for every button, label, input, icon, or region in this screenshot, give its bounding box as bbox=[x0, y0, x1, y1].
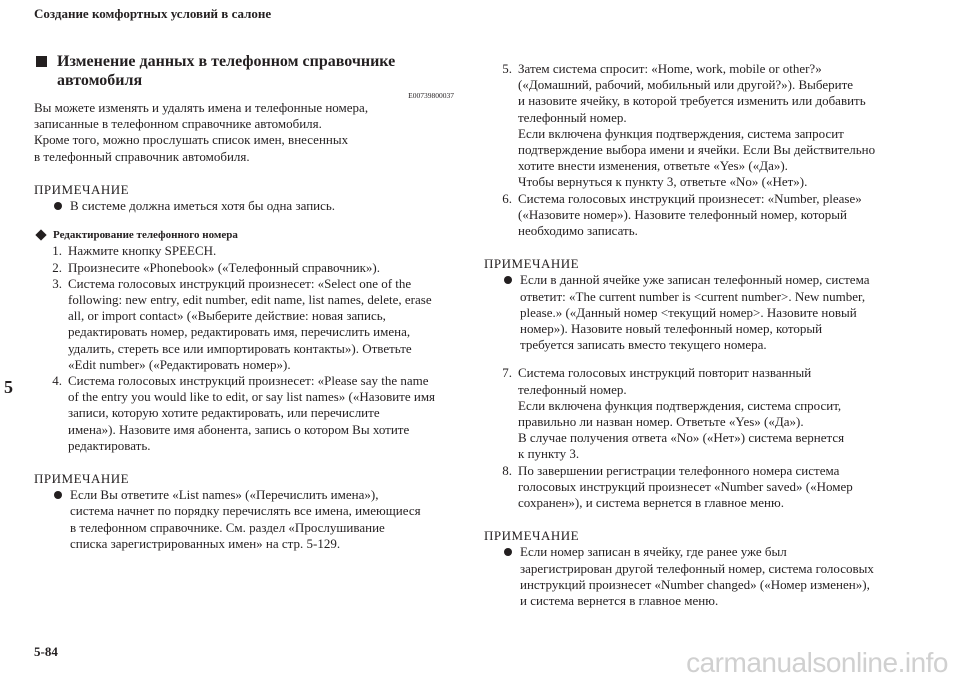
step-line: Если включена функция подтверждения, система запросит bbox=[518, 125, 844, 141]
intro-paragraph bbox=[34, 100, 454, 165]
note-label: ПРИМЕЧАНИЕ bbox=[34, 181, 130, 197]
step-line: Система голосовых инструкций произнесет: «Please say the name bbox=[68, 373, 429, 389]
step-line: к пункту 3. bbox=[518, 446, 580, 462]
note-line: ответит: «The current number is <current number>. New number, bbox=[520, 288, 866, 304]
step-number: 5. bbox=[502, 61, 512, 76]
step-line: all, or import contact» («Выберите действие: новая запись, bbox=[68, 308, 386, 324]
note-line: списка зарегистрированных имен» на стр. 5-129. bbox=[70, 535, 341, 551]
intro-line: Вы можете изменять и удалять имена и телефонные номера, bbox=[34, 100, 369, 115]
step-line: телефонный номер. bbox=[518, 109, 627, 125]
step-number: 8. bbox=[502, 462, 512, 478]
note-item bbox=[34, 487, 454, 552]
step-line: Система голосовых инструкций повторит названный bbox=[518, 365, 812, 381]
bullet-dot-icon bbox=[54, 491, 62, 499]
step-item bbox=[34, 243, 454, 259]
step-item bbox=[484, 61, 904, 191]
step-line: Система голосовых инструкций произнесет: «Select one of the bbox=[68, 275, 412, 291]
page-number: 5-84 bbox=[34, 644, 58, 659]
note-line: Если Вы ответите «List names» («Перечислить имена»), bbox=[70, 487, 379, 503]
step-line: удалить, стереть все или импортировать контакты»). Ответьте bbox=[68, 340, 412, 356]
step-line: «Edit number» («Редактировать номер»). bbox=[68, 356, 291, 372]
note-line: Если в данной ячейке уже записан телефонный номер, система bbox=[520, 272, 870, 288]
step-line: записи, которую хотите редактировать, или перечислите bbox=[68, 405, 380, 421]
step-line: Если включена функция подтверждения, система спросит, bbox=[518, 397, 842, 413]
step-line: сохранен»), и система вернется в главное меню. bbox=[518, 495, 784, 511]
watermark-text: carmanualsonline.info bbox=[686, 647, 948, 678]
square-bullet-icon bbox=[36, 56, 47, 67]
note-label: ПРИМЕЧАНИЕ bbox=[484, 256, 580, 272]
step-line: редактировать номер, редактировать имя, перечислить имена, bbox=[68, 324, 411, 340]
step-line: голосовых инструкций произнесет «Number saved» («Номер bbox=[518, 478, 853, 494]
note-label: ПРИМЕЧАНИЕ bbox=[484, 528, 580, 544]
right-column bbox=[484, 61, 904, 609]
bullet-dot-icon bbox=[504, 548, 512, 556]
section-header: Создание комфортных условий в салоне bbox=[34, 6, 272, 21]
chapter-number: 5 bbox=[4, 377, 13, 397]
step-number: 1. bbox=[52, 243, 62, 259]
step-line: телефонный номер. bbox=[518, 381, 627, 397]
step-number: 3. bbox=[52, 275, 62, 291]
diamond-bullet-icon bbox=[35, 230, 46, 241]
step-line: подтверждение выбора имени и ячейки. Если Вы действительно bbox=[518, 142, 876, 158]
step-line: В случае получения ответа «No» («Нет») система вернется bbox=[518, 430, 845, 446]
step-line: Чтобы вернуться к пункту 3, ответьте «No» («Нет»). bbox=[518, 174, 808, 190]
step-line: («Назовите номер»). Назовите телефонный номер, который bbox=[518, 206, 847, 222]
step-number: 6. bbox=[502, 190, 512, 206]
note-item bbox=[484, 544, 904, 609]
note-line: требуется записать вместо текущего номера. bbox=[520, 337, 767, 353]
step-item bbox=[34, 260, 454, 276]
steps-list bbox=[484, 61, 904, 239]
step-line: Затем система спросит: «Home, work, mobile or other?» bbox=[518, 61, 822, 76]
bullet-dot-icon bbox=[54, 202, 62, 210]
note-label: ПРИМЕЧАНИЕ bbox=[34, 471, 130, 487]
step-line: Произнесите «Phonebook» («Телефонный справочник»). bbox=[68, 259, 381, 275]
note-line: в телефонном справочнике. См. раздел «Прослушивание bbox=[70, 519, 385, 535]
steps-list bbox=[34, 243, 454, 454]
step-number: 7. bbox=[502, 365, 512, 381]
step-line: По завершении регистрации телефонного номера система bbox=[518, 462, 840, 478]
step-line: Система голосовых инструкций произнесет: «Number, please» bbox=[518, 190, 862, 206]
intro-line: в телефонный справочник автомобиля. bbox=[34, 148, 250, 164]
section-heading bbox=[36, 52, 454, 90]
subheading-text: Редактирование телефонного номера bbox=[53, 229, 238, 242]
document-code: E00739800037 bbox=[408, 91, 454, 100]
step-number: 4. bbox=[52, 373, 62, 389]
step-line: of the entry you would like to edit, or say list names» («Назовите имя bbox=[68, 389, 436, 405]
note-line: Если номер записан в ячейку, где ранее уже был bbox=[520, 544, 787, 560]
step-line: Нажмите кнопку SPEECH. bbox=[68, 243, 217, 259]
step-line: и назовите ячейку, в которой требуется изменить или добавить bbox=[518, 93, 866, 109]
step-number: 2. bbox=[52, 259, 62, 275]
steps-list bbox=[484, 365, 904, 511]
note-line: please.» («Данный номер <текущий номер>. Назовите новый bbox=[520, 304, 857, 320]
note-line: система начнет по порядку перечислять все имена, имеющиеся bbox=[70, 503, 421, 519]
section-heading-text: Изменение данных в телефонном справочнике автомобиля bbox=[57, 53, 396, 89]
step-item bbox=[484, 191, 904, 240]
step-line: редактировать. bbox=[68, 437, 151, 453]
intro-line: Кроме того, можно прослушать список имен, внесенных bbox=[34, 132, 349, 148]
note-line: и система вернется в главное меню. bbox=[520, 593, 719, 609]
step-line: имена»). Назовите имя абонента, запись о котором Вы хотите bbox=[68, 421, 410, 437]
step-item bbox=[34, 373, 454, 454]
step-item bbox=[34, 276, 454, 373]
note-line: номер»). Назовите новый телефонный номер, который bbox=[520, 321, 823, 337]
step-item bbox=[484, 463, 904, 512]
step-line: правильно ли назван номер. Ответьте «Yes» («Да»). bbox=[518, 414, 804, 430]
note-line: зарегистрирован другой телефонный номер, система голосовых bbox=[520, 560, 874, 576]
step-item bbox=[484, 365, 904, 462]
note-item bbox=[34, 198, 454, 214]
intro-line: записанные в телефонном справочнике автомобиля. bbox=[34, 116, 322, 132]
chapter-tab bbox=[0, 325, 20, 407]
step-line: («Домашний, рабочий, мобильный или другой?»). Выберите bbox=[518, 77, 854, 93]
note-item bbox=[484, 272, 904, 353]
note-line: В системе должна иметься хотя бы одна запись. bbox=[70, 198, 336, 214]
subheading bbox=[34, 227, 454, 243]
step-line: необходимо записать. bbox=[518, 223, 638, 239]
step-line: following: new entry, edit number, edit name, list names, delete, erase bbox=[68, 292, 432, 308]
step-line: хотите внести изменения, ответьте «Yes» («Да»). bbox=[518, 158, 788, 174]
bullet-dot-icon bbox=[504, 276, 512, 284]
left-column bbox=[34, 52, 454, 552]
note-line: инструкций произнесет «Number changed» («Номер изменен»), bbox=[520, 576, 870, 592]
